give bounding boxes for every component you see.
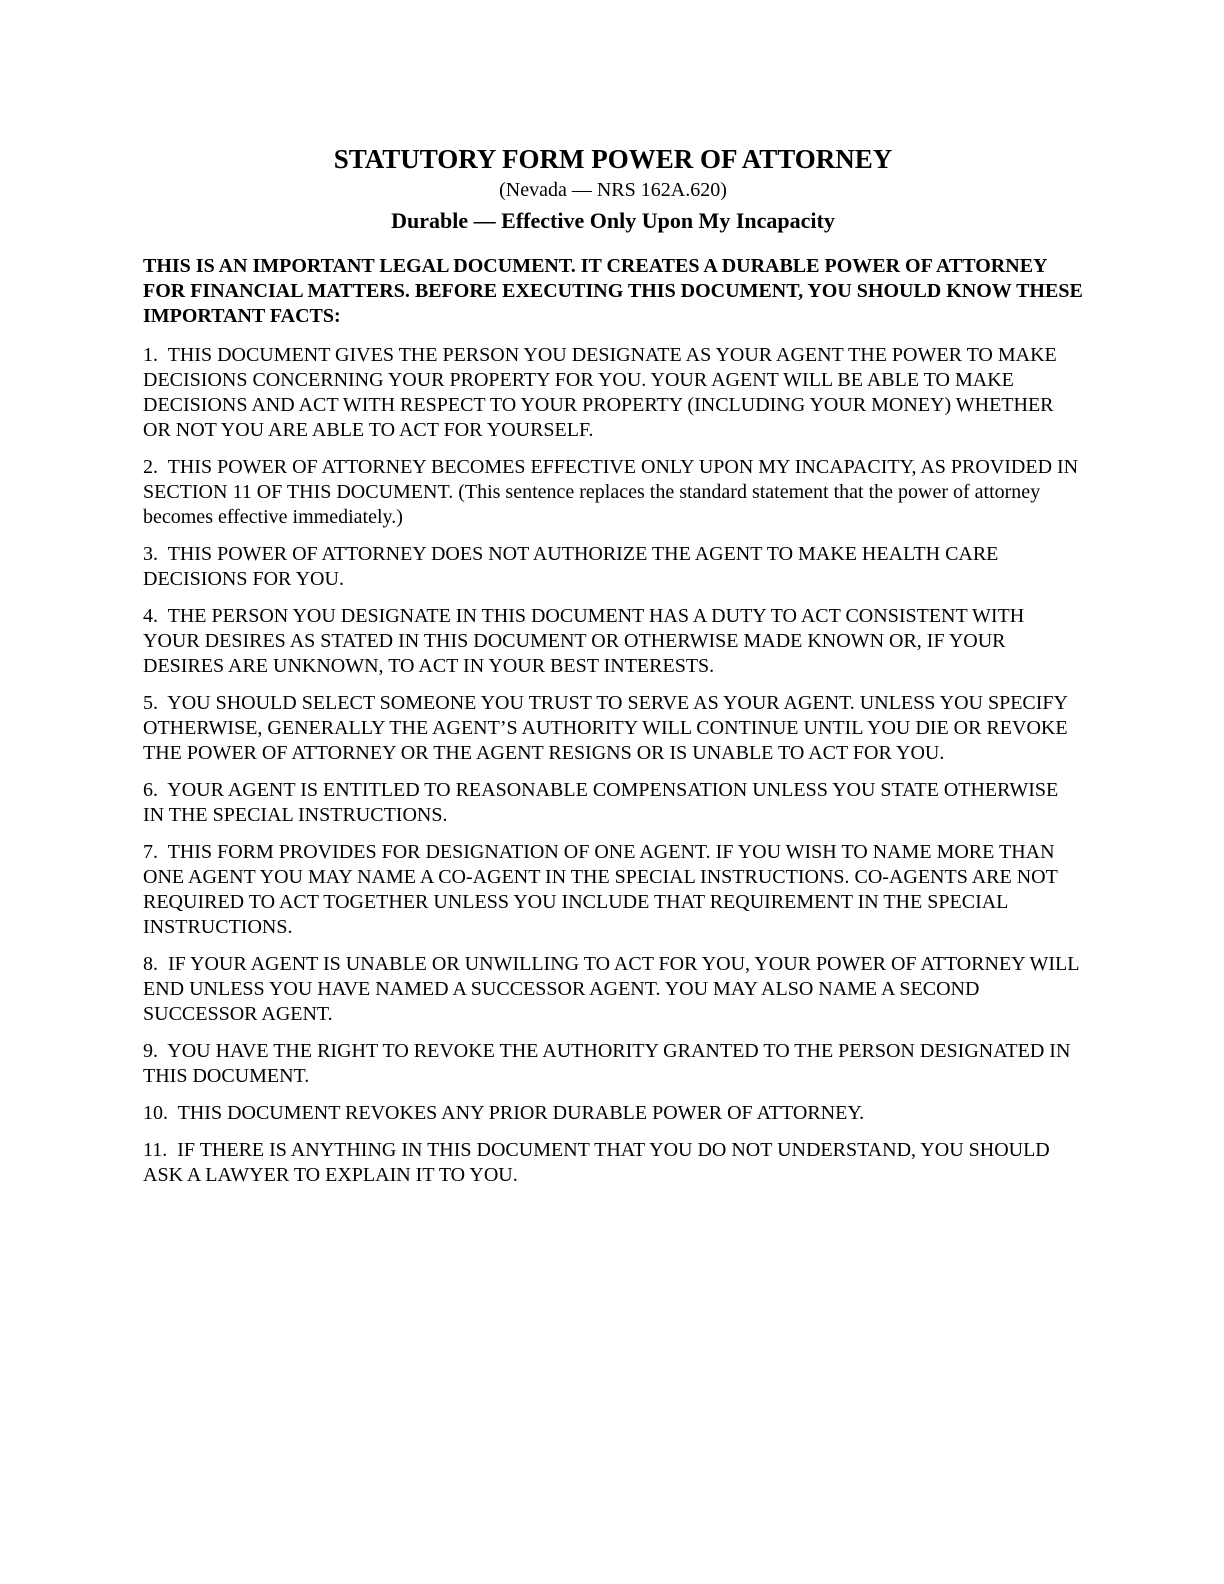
fact-item-6 [143, 778, 1083, 828]
fact-item-7 [143, 840, 1083, 940]
fact-item-5 [143, 691, 1083, 766]
fact-number: 10. [143, 1102, 168, 1124]
important-notice: THIS IS AN IMPORTANT LEGAL DOCUMENT. IT CREATES A DURABLE POWER OF ATTORNEY FOR FINANCIAL MATTERS. BEFORE EXECUTING THIS DOCUMENT, YOU SHOULD KNOW THESE IMPORTANT FACTS: [143, 255, 1083, 327]
fact-item-3 [143, 542, 1083, 592]
fact-text: YOU HAVE THE RIGHT TO REVOKE THE AUTHORITY GRANTED TO THE PERSON DESIGNATED IN THIS DOCUMENT. [143, 1040, 1071, 1087]
fact-text: THE PERSON YOU DESIGNATE IN THIS DOCUMENT HAS A DUTY TO ACT CONSISTENT WITH YOUR DESIRES AS STATED IN THIS DOCUMENT OR OTHERWISE MADE KNOWN OR, IF YOUR DESIRES ARE UNKNOWN, TO ACT IN YOUR BEST INTERESTS. [143, 605, 1025, 677]
fact-number: 2. [143, 456, 158, 478]
fact-text: THIS DOCUMENT GIVES THE PERSON YOU DESIGNATE AS YOUR AGENT THE POWER TO MAKE DECISIONS CONCERNING YOUR PROPERTY FOR YOU. YOUR AGENT WILL BE ABLE TO MAKE DECISIONS AND ACT WITH RESPECT TO YOUR PROPERTY (INCLUDING YOUR MONEY) WHETHER OR NOT YOU ARE ABLE TO ACT FOR YOURSELF. [143, 344, 1057, 441]
facts-list [143, 343, 1083, 1188]
fact-number: 5. [143, 692, 158, 714]
fact-item-4 [143, 604, 1083, 679]
document-title: STATUTORY FORM POWER OF ATTORNEY [333, 144, 893, 174]
fact-text: THIS POWER OF ATTORNEY DOES NOT AUTHORIZE THE AGENT TO MAKE HEALTH CARE DECISIONS FOR YOU. [143, 543, 999, 590]
fact-number: 9. [143, 1040, 158, 1062]
fact-item-11 [143, 1138, 1083, 1188]
fact-text: IF THERE IS ANYTHING IN THIS DOCUMENT THAT YOU DO NOT UNDERSTAND, YOU SHOULD ASK A LAWYER TO EXPLAIN IT TO YOU. [143, 1139, 1050, 1186]
fact-item-1 [143, 343, 1083, 443]
document-page [143, 143, 1083, 1200]
fact-text: THIS FORM PROVIDES FOR DESIGNATION OF ONE AGENT. IF YOU WISH TO NAME MORE THAN ONE AGENT YOU MAY NAME A CO-AGENT IN THE SPECIAL INSTRUCTIONS. CO-AGENTS ARE NOT REQUIRED TO ACT TOGETHER UNLESS YOU INCLUDE THAT REQUIREMENT IN THE SPECIAL INSTRUCTIONS. [143, 841, 1058, 938]
fact-number: 4. [143, 605, 158, 627]
document-subheading: Durable — Effective Only Upon My Incapacity [391, 208, 835, 233]
fact-number: 1. [143, 344, 158, 366]
fact-number: 3. [143, 543, 158, 565]
fact-text: THIS POWER OF ATTORNEY BECOMES EFFECTIVE ONLY UPON MY INCAPACITY, AS PROVIDED IN SECTION 11 OF THIS DOCUMENT. (This sentence replaces the standard statement that the power of attorney becomes effective immediately.) [143, 456, 1079, 528]
fact-number: 11. [143, 1139, 168, 1161]
fact-item-8 [143, 952, 1083, 1027]
fact-number: 8. [143, 953, 158, 975]
document-subtitle: (Nevada — NRS 162A.620) [499, 179, 727, 201]
fact-text: YOU SHOULD SELECT SOMEONE YOU TRUST TO SERVE AS YOUR AGENT. UNLESS YOU SPECIFY OTHERWISE, GENERALLY THE AGENT’S AUTHORITY WILL CONTINUE UNTIL YOU DIE OR REVOKE THE POWER OF ATTORNEY OR THE AGENT RESIGNS OR IS UNABLE TO ACT FOR YOU. [143, 692, 1068, 764]
fact-text: IF YOUR AGENT IS UNABLE OR UNWILLING TO ACT FOR YOU, YOUR POWER OF ATTORNEY WILL END UNLESS YOU HAVE NAMED A SUCCESSOR AGENT. YOU MAY ALSO NAME A SECOND SUCCESSOR AGENT. [143, 953, 1079, 1025]
fact-text: THIS DOCUMENT REVOKES ANY PRIOR DURABLE POWER OF ATTORNEY. [177, 1102, 865, 1124]
fact-item-9 [143, 1039, 1083, 1089]
fact-number: 6. [143, 779, 158, 801]
fact-item-10 [143, 1101, 1083, 1126]
fact-number: 7. [143, 841, 158, 863]
fact-text: YOUR AGENT IS ENTITLED TO REASONABLE COMPENSATION UNLESS YOU STATE OTHERWISE IN THE SPECIAL INSTRUCTIONS. [143, 779, 1059, 826]
fact-item-2 [143, 455, 1083, 530]
